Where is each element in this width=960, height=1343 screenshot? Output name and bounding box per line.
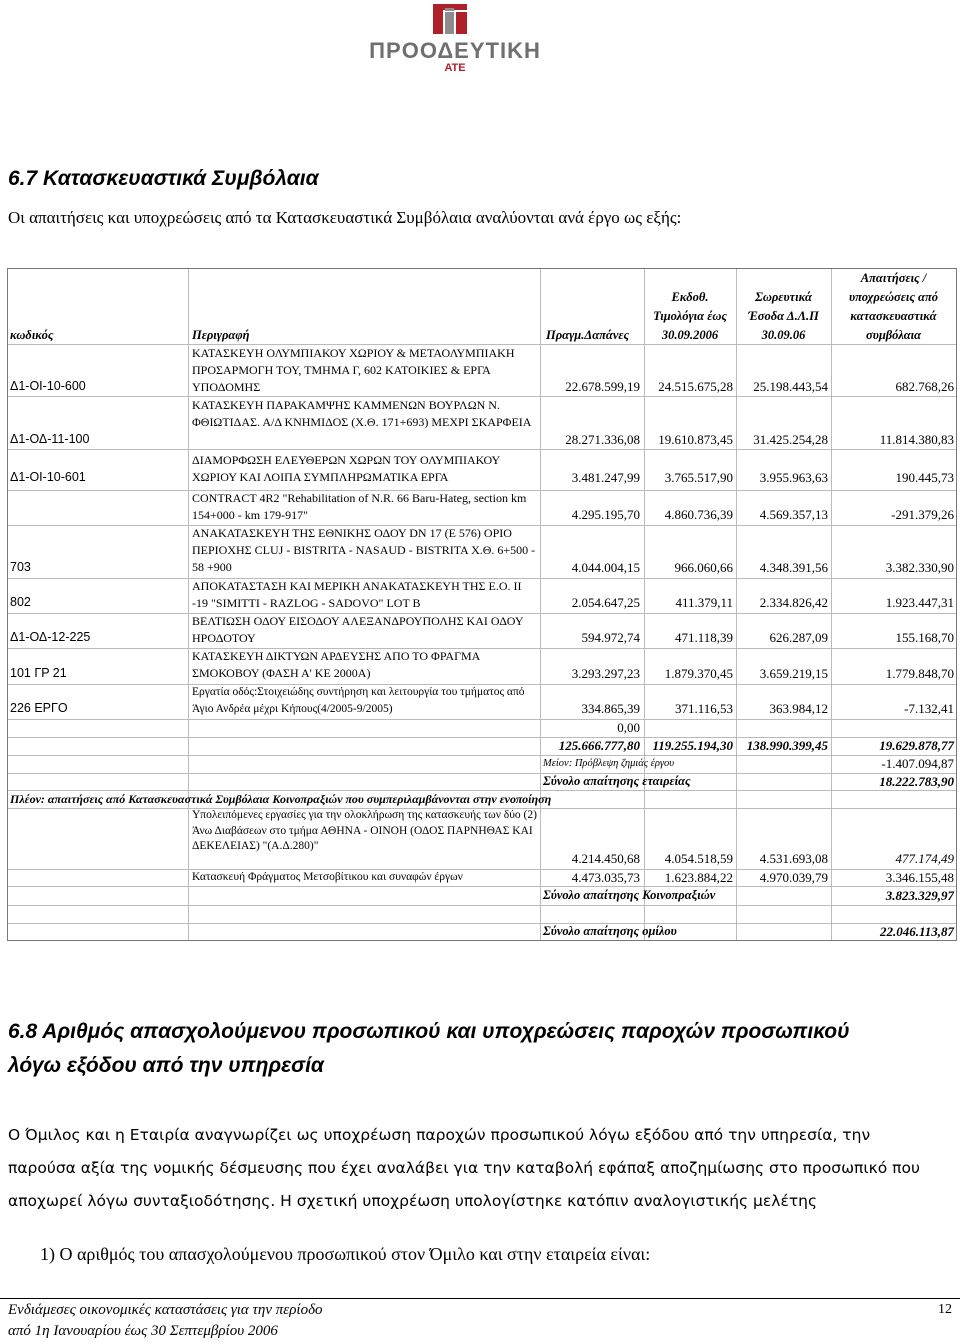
row-invoiced: 24.515.675,28 (658, 379, 733, 394)
row-code: 802 (10, 595, 31, 609)
header-revenue-1: Σωρευτικά (755, 290, 812, 304)
row-description: CONTRACT 4R2 "Rehabilitation of N.R. 66 Baru-Hateg, section km 154+000 - km 179-917" (192, 491, 527, 522)
row-code: Δ1-ΟΔ-11-100 (10, 432, 90, 446)
row-claims: 11.814.380,83 (879, 432, 954, 447)
jv-row-invoiced: 1.623.884,22 (664, 870, 733, 885)
header-claims-4: συμβόλαια (865, 328, 922, 342)
list-item: 1) Ο αριθμός του απασχολούμενου προσωπικού στον Όμιλο και στην εταιρεία είναι: (40, 1244, 651, 1264)
section-title-line1: 6.8 Αριθμός απασχολούμενου προσωπικού και υποχρεώσεις παροχών προσωπικού (8, 1020, 850, 1043)
row-description: ΚΑΤΑΣΚΕΥΗ ΟΛΥΜΠΙΑΚΟΥ ΧΩΡΙΟΥ & ΜΕΤΑΟΛΥΜΠΙΑΚΗ ΠΡΟΣΑΡΜΟΓΗ ΤΟΥ, ΤΜΗΜΑ Γ, 602 ΚΑΤΟΙΚΙΕΣ & ΕΡΓΑ ΥΠΟΔΟΜΗΣ (192, 346, 515, 394)
row-invoiced: 19.610.873,45 (658, 432, 733, 447)
header-invoiced-1: Εκδοθ. (671, 290, 709, 304)
row-code: Δ1-ΟΔ-12-225 (10, 630, 91, 644)
section-title-personnel (8, 1015, 850, 1083)
jv-row-costs: 4.473.035,73 (571, 870, 640, 885)
jv-total-value: 3.823.329,97 (885, 888, 954, 903)
row-invoiced: 411.379,11 (675, 595, 733, 610)
row-costs: 2.054.647,25 (571, 595, 640, 610)
jv-row-revenue: 4.531.693,08 (759, 851, 828, 866)
row-description: ΑΝΑΚΑΤΑΣΚΕΥΗ ΤΗΣ ΕΘΝΙΚΗΣ ΟΔΟΥ DN 17 (E 576) ΟΡΙΟ ΠΕΡΙΟΧΗΣ CLUJ - BISTRITA - NASAUD - BISTRITA Χ.Θ. 6+500 - 58 +900 (192, 526, 536, 574)
row-costs: 4.044.004,15 (571, 560, 640, 575)
header-description: Περιγραφή (192, 328, 250, 342)
row-revenue: 4.569.357,13 (759, 507, 828, 522)
jv-row-description: Υπολειπόμενες εργασίες για την ολοκλήρωση της κατασκευής των δύο (2) Άνω Διαβάσεων στο τμήμα ΑΘΗΝΑ - ΟΙΝΟΗ (ΟΔΟΣ ΠΑΡΝΗΘΑΣ ΚΑΙ ΔΕΚΕΛΕΙΑΣ) "(Α.Δ.280)" (192, 809, 537, 852)
personnel-paragraph (8, 1119, 958, 1218)
logo-name: ΠΡΟΟΔΕΥΤΙΚΗ (369, 38, 541, 63)
row-code: Δ1-ΟΙ-10-601 (10, 470, 86, 484)
header-revenue-2: Έσοδα Δ.Λ.Π (748, 309, 819, 323)
row-description: ΚΑΤΑΣΚΕΥΗ ΔΙΚΤΥΩΝ ΑΡΔΕΥΣΗΣ ΑΠΟ ΤΟ ΦΡΑΓΜΑ ΣΜΟΚΟΒΟΥ (ΦΑΣΗ Α' ΚΕ 2000Α) (192, 649, 480, 680)
contracts-table (7, 268, 957, 941)
row-costs: 22.678.599,19 (565, 379, 640, 394)
row-invoiced: 4.860.736,39 (664, 507, 733, 522)
jv-row-claims: 477.174,49 (895, 851, 954, 866)
row-revenue: 3.955.963,63 (759, 470, 828, 485)
row-description: ΔΙΑΜΟΡΦΩΣΗ ΕΛΕΥΘΕΡΩΝ ΧΩΡΩΝ ΤΟΥ ΟΛΥΜΠΙΑΚΟΥ ΧΩΡΙΟΥ ΚΑΙ ΛΟΙΠΑ ΣΥΜΠΛΗΡΩΜΑΤΙΚΑ ΕΡΓΑ (192, 453, 500, 484)
header-claims-2: υποχρεώσεις από (848, 290, 939, 304)
less-provision-value: -1.407.094,87 (881, 756, 954, 771)
row-claims: 682.768,26 (895, 379, 954, 394)
row-revenue: 626.287,09 (769, 630, 828, 645)
less-provision-label: Μείον: Πρόβλεψη ζημιάς έργου (543, 758, 675, 769)
row-revenue: 3.659.219,15 (759, 666, 828, 681)
row-description: ΒΕΛΤΙΩΣΗ ΟΔΟΥ ΕΙΣΟΔΟΥ ΑΛΕΞΑΝΔΡΟΥΠΟΛΗΣ ΚΑΙ ΟΔΟΥ ΗΡΟΔΟΤΟΥ (192, 614, 524, 645)
row-claims: 1.923.447,31 (885, 595, 954, 610)
company-total-label: Σύνολο απαίτησης εταιρείας (543, 774, 691, 788)
total-invoiced: 119.255.194,30 (652, 738, 733, 753)
jv-row-claims: 3.346.155,48 (885, 870, 954, 885)
footer-divider (0, 1298, 960, 1299)
row-costs: 334.865,39 (581, 701, 640, 716)
paragraph-line: παρούσα αξία της νομικής δέσμευσης που έχει αναλάβει για την καταβολή εφάπαξ αποζημίωσης στο προσωπικό που (8, 1159, 920, 1177)
jv-row-revenue: 4.970.039,79 (759, 870, 828, 885)
logo-subtitle: ΑΤΕ (444, 62, 466, 74)
group-total-label: Σύνολο απαίτησης ομίλου (543, 924, 677, 938)
row-description: Εργατία οδός:Στοιχειώδης συντήρηση και λειτουργία του τμήματος από Άγιο Ανδρέα μέχρι Κήπους(4/2005-9/2005) (192, 686, 525, 715)
row-revenue: 25.198.443,54 (753, 379, 828, 394)
header-invoiced-2: Τιμολόγια έως (653, 309, 727, 323)
footer-text-line1: Ενδιάμεσες οικονομικές καταστάσεις για την περίοδο (8, 1302, 323, 1318)
row-invoiced: 371.116,53 (674, 701, 733, 716)
total-claims: 19.629.878,77 (879, 738, 954, 753)
header-invoiced-3: 30.09.2006 (661, 328, 719, 342)
footer-text-line2: από 1η Ιανουαρίου έως 30 Σεπτεμβρίου 2006 (8, 1323, 278, 1339)
total-revenue: 138.990.399,45 (746, 738, 828, 753)
header-revenue-3: 30.09.06 (761, 328, 806, 342)
paragraph-line: αποχωρεί λόγω συνταξιοδότησης. Η σχετική υποχρέωση υπολογίστηκε κατόπιν αναλογιστικής μελέτης (8, 1192, 818, 1210)
row-claims: 3.382.330,90 (885, 560, 954, 575)
section-title-line2: λόγω εξόδου από την υπηρεσία (8, 1054, 324, 1077)
row-invoiced: 1.879.370,45 (664, 666, 733, 681)
row-costs: 28.271.336,08 (565, 432, 640, 447)
row-code: Δ1-ΟΙ-10-600 (10, 379, 86, 393)
row-costs: 3.481.247,99 (571, 470, 640, 485)
jv-header: Πλέον: απαιτήσεις από Κατασκευαστικά Συμβόλαια Κοινοπραξιών που συμπεριλαμβάνονται στην ενοποίηση (10, 792, 552, 806)
total-costs: 125.666.777,80 (558, 738, 640, 753)
jv-row-costs: 4.214.450,68 (571, 851, 640, 866)
header-claims-1: Απαιτήσεις / (860, 271, 927, 285)
row-revenue: 363.984,12 (769, 701, 828, 716)
row-claims: -7.132,41 (904, 701, 954, 716)
paragraph-line: Ο Όμιλος και η Εταιρία αναγνωρίζει ως υποχρέωση παροχών προσωπικού λόγω εξόδου από την υπηρεσία, την (8, 1126, 871, 1144)
row-code: 703 (10, 560, 31, 574)
row-costs: 3.293.297,23 (571, 666, 640, 681)
row-claims: 190.445,73 (895, 470, 954, 485)
row-costs: 594.972,74 (581, 630, 640, 645)
group-total-value: 22.046.113,87 (879, 924, 954, 939)
row-claims: 1.779.848,70 (885, 666, 954, 681)
row-invoiced: 966.060,66 (674, 560, 733, 575)
header-code: κωδικός (10, 328, 54, 342)
row-revenue: 2.334.826,42 (759, 595, 828, 610)
row-revenue: 4.348.391,56 (759, 560, 828, 575)
section-title-contracts: 6.7 Κατασκευαστικά Συμβόλαια (8, 167, 319, 190)
zero-value: 0,00 (617, 720, 640, 735)
section-intro: Οι απαιτήσεις και υποχρεώσεις από τα Κατασκευαστικά Συμβόλαια αναλύονται ανά έργο ως εξής: (8, 208, 682, 227)
header-claims-3: κατασκευαστικά (850, 309, 937, 323)
row-revenue: 31.425.254,28 (753, 432, 828, 447)
page-number: 12 (938, 1302, 952, 1317)
row-claims: -291.379,26 (891, 507, 954, 522)
row-description: ΑΠΟΚΑΤΑΣΤΑΣΗ ΚΑΙ ΜΕΡΙΚΗ ΑΝΑΚΑΤΑΣΚΕΥΗ ΤΗΣ Ε.Ο. II -19 "SIMITTI - RAZLOG - SADOVO" LOT B (192, 579, 522, 610)
row-invoiced: 471.118,39 (674, 630, 733, 645)
row-claims: 155.168,70 (895, 630, 954, 645)
row-invoiced: 3.765.517,90 (664, 470, 733, 485)
company-total-value: 18.222.783,90 (879, 774, 954, 789)
jv-row-description: Κατασκευή Φράγματος Μετσοβίτικου και συναφών έργων (192, 871, 463, 883)
jv-row-invoiced: 4.054.518,59 (664, 851, 733, 866)
row-code: 101 ΓΡ 21 (10, 666, 67, 680)
row-costs: 4.295.195,70 (571, 507, 640, 522)
row-code: 226 ΕΡΓΟ (10, 701, 68, 715)
jv-total-label: Σύνολο απαίτησης Κοινοπραξιών (543, 888, 716, 902)
row-description: ΚΑΤΑΣΚΕΥΗ ΠΑΡΑΚΑΜΨΗΣ ΚΑΜΜΕΝΩΝ ΒΟΥΡΛΩΝ Ν. ΦΘΙΩΤΙΔΑΣ. Α/Δ ΚΝΗΜΙΔΟΣ (Χ.Θ. 171+693) ΜΕΧΡΙ ΣΚΑΡΦΕΙΑ (192, 398, 532, 429)
header-costs: Πραγμ.Δαπάνες (546, 328, 630, 342)
